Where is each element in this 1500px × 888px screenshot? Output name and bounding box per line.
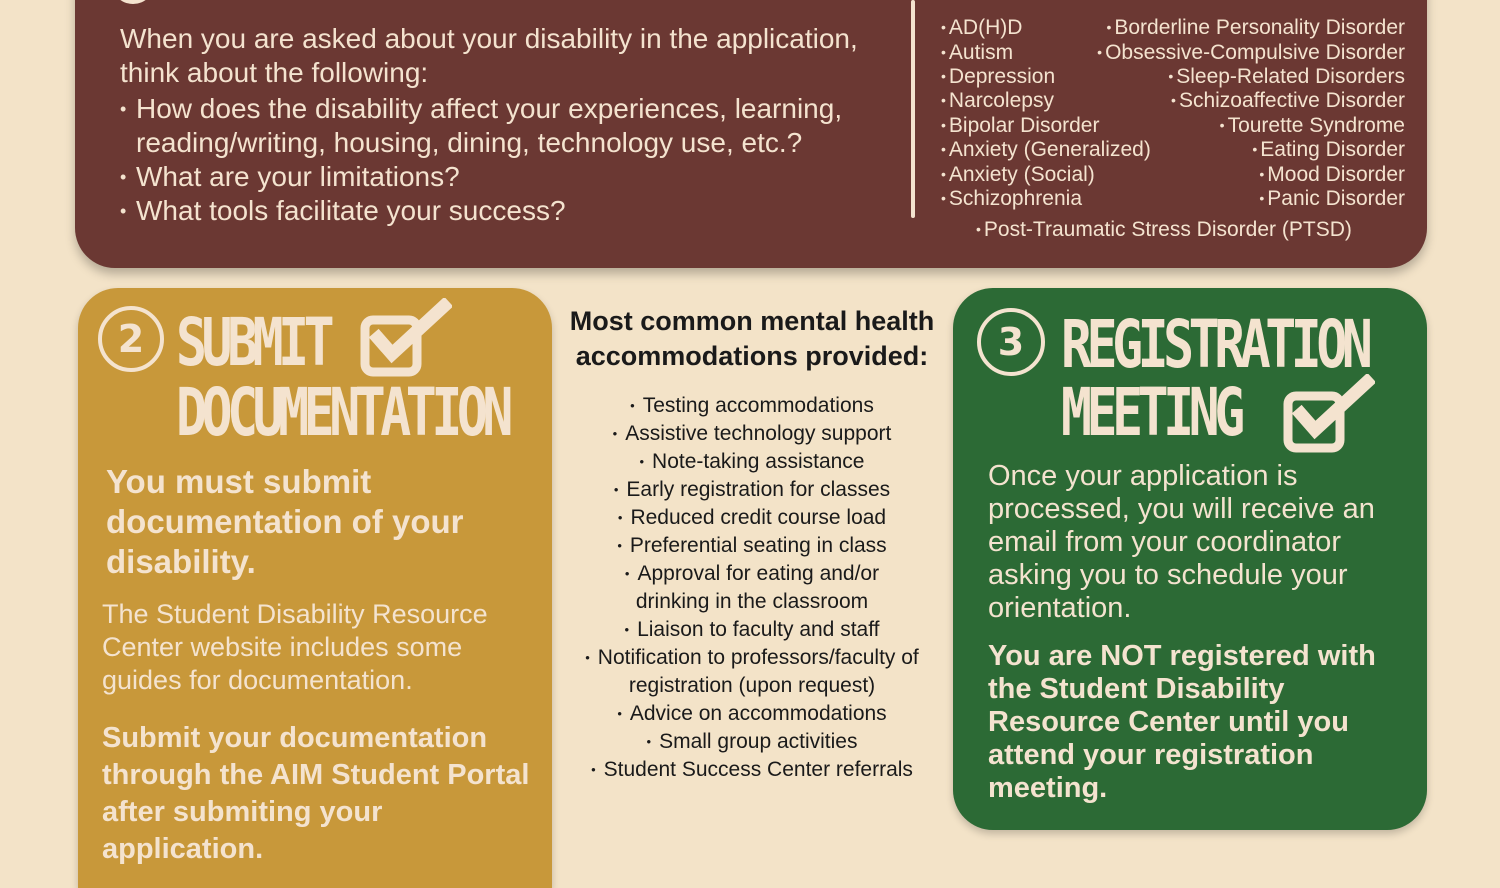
accommodation-item: • Testing accommodations: [562, 392, 942, 420]
email-notice: Once your application is processed, you will receive an email from your coordinator asking you to schedule your orientation.: [988, 460, 1375, 624]
section-heading-line2: DOCUMENTATION: [176, 374, 508, 451]
condition-item: • Sleep-Related Disorders: [1168, 64, 1405, 89]
step-1-circle-fragment: [111, 0, 155, 4]
condition-item: • Autism: [941, 40, 1013, 65]
question-list: [120, 92, 910, 228]
accommodation-item: • Advice on accommodations: [562, 700, 942, 728]
condition-item: • Narcolepsy: [941, 88, 1054, 113]
accommodations-list: [562, 392, 942, 784]
accommodation-item: • Small group activities: [562, 728, 942, 756]
question-item: • What tools facilitate your success?: [120, 194, 910, 228]
section-heading-line1: REGISTRATION: [1061, 306, 1368, 383]
accommodation-item: • Note-taking assistance: [562, 448, 942, 476]
step-number-badge: 2: [98, 306, 164, 372]
accommodation-item: • Early registration for classes: [562, 476, 942, 504]
condition-item: • Mood Disorder: [1259, 162, 1405, 187]
section-heading-line2: MEETING: [1061, 374, 1240, 451]
condition-item: • Borderline Personality Disorder: [1106, 15, 1405, 40]
accommodation-item: • Approval for eating and/or drinking in the classroom: [562, 560, 942, 616]
condition-item: • Schizoaffective Disorder: [1171, 88, 1405, 113]
condition-item: • Depression: [941, 64, 1055, 89]
checkbox-checked-icon: [360, 298, 452, 378]
condition-item: • Schizophrenia: [941, 186, 1082, 211]
accommodation-item: • Liaison to faculty and staff: [562, 616, 942, 644]
accommodation-item: • Preferential seating in class: [562, 532, 942, 560]
condition-item: • Bipolar Disorder: [941, 113, 1099, 138]
question-item: • What are your limitations?: [120, 160, 910, 194]
section-heading-line1: SUBMIT: [176, 304, 330, 381]
documentation-guides-note: The Student Disability Resource Center website includes some guides for documentation.: [102, 599, 488, 695]
accommodation-item: • Notification to professors/faculty of registration (upon request): [562, 644, 942, 700]
condition-item: • Panic Disorder: [1259, 186, 1405, 211]
condition-item: • Obsessive-Compulsive Disorder: [1097, 40, 1405, 65]
question-item: • How does the disability affect your experiences, learning, reading/writing, housing, dining, technology use, etc.?: [120, 92, 910, 160]
step-number-badge: 3: [977, 308, 1045, 376]
disability-questions-panel: [75, 0, 1427, 268]
condition-item: • Anxiety (Generalized): [941, 137, 1151, 162]
condition-item: • AD(H)D: [941, 15, 1022, 40]
portal-instruction: Submit your documentation through the AIM Student Portal after submiting your application.: [102, 722, 530, 865]
registration-meeting-panel: [953, 288, 1427, 830]
intro-text: When you are asked about your disability in the application, think about the following:: [120, 23, 858, 88]
accommodation-item: • Student Success Center referrals: [562, 756, 942, 784]
checkbox-checked-icon: [1283, 374, 1375, 454]
condition-item: • Eating Disorder: [1252, 137, 1405, 162]
condition-item: • Tourette Syndrome: [1220, 113, 1405, 138]
condition-item: • Post-Traumatic Stress Disorder (PTSD): [976, 217, 1352, 242]
condition-item: • Anxiety (Social): [941, 162, 1095, 187]
accommodations-column: [562, 300, 942, 820]
accommodation-item: • Reduced credit course load: [562, 504, 942, 532]
accommodation-item: • Assistive technology support: [562, 420, 942, 448]
vertical-divider: [911, 0, 915, 218]
documentation-requirement: You must submit documentation of your disability.: [106, 463, 464, 580]
registration-warning: You are NOT registered with the Student Disability Resource Center until you attend your registration meeting.: [988, 640, 1376, 804]
accommodations-title: Most common mental health accommodations provided:: [569, 306, 935, 371]
submit-documentation-panel: [78, 288, 552, 888]
